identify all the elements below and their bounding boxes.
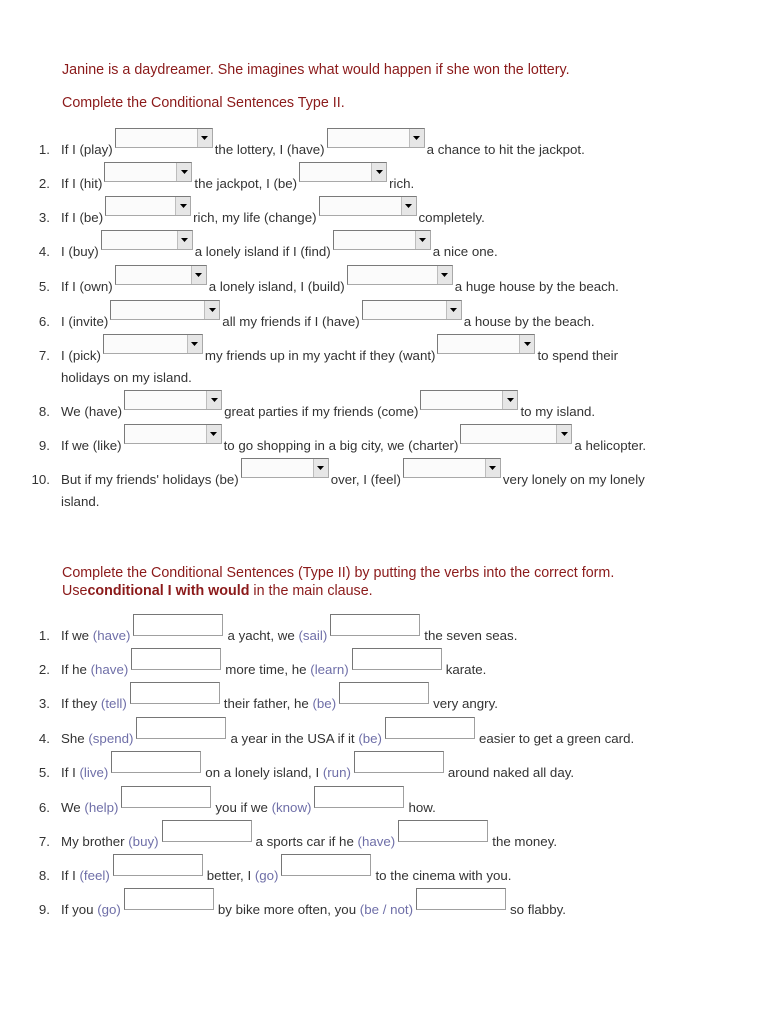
item-number: 4. — [38, 731, 50, 746]
answer-dropdown-2[interactable] — [460, 424, 572, 444]
chevron-down-icon[interactable] — [502, 391, 517, 409]
sentence-text: If we (like) — [61, 438, 122, 453]
verb-hint: (buy) — [128, 834, 159, 849]
item-number: 2. — [38, 662, 50, 677]
sentence-text: rich. — [389, 176, 415, 191]
verb-hint: (feel) — [79, 868, 110, 883]
sentence-text: a lonely island if I (find) — [194, 244, 331, 259]
sentence-text: rich, my life (change) — [193, 210, 317, 225]
verb-hint: (tell) — [100, 696, 127, 711]
sentence-line — [61, 196, 485, 230]
instruction-rest: in the main clause. — [249, 583, 373, 599]
verb-hint: (have) — [90, 662, 129, 677]
sentence-text: my friends up in my yacht if they (want) — [204, 348, 436, 363]
sentence-text: But if my friends' holidays (be) — [61, 472, 239, 487]
answer-dropdown-2[interactable] — [333, 230, 431, 250]
verb-hint: (help) — [84, 800, 119, 815]
chevron-down-icon[interactable] — [187, 335, 202, 353]
sentence-text: a house by the beach. — [463, 314, 595, 329]
exercise1-item — [0, 196, 768, 230]
sentence-line — [61, 682, 498, 716]
sentence-text: around naked all day. — [447, 765, 575, 780]
chevron-down-icon[interactable] — [371, 163, 386, 181]
answer-dropdown-1[interactable] — [104, 162, 192, 182]
instruction-bold: conditional I with would — [87, 583, 250, 599]
item-number: 1. — [38, 628, 50, 643]
answer-input-2[interactable] — [416, 888, 506, 910]
sentence-line — [61, 614, 517, 648]
item-number: 6. — [38, 800, 50, 815]
instruction-use: Use — [62, 583, 88, 599]
answer-input-1[interactable] — [111, 751, 201, 773]
exercise2-item — [0, 717, 768, 751]
sentence-continuation: holidays on my island. — [61, 370, 192, 385]
verb-hint: (have) — [92, 628, 131, 643]
sentence-text: We — [61, 800, 85, 815]
item-number: 5. — [38, 765, 50, 780]
sentence-text: a lonely island, I (build) — [208, 279, 345, 294]
sentence-text: on a lonely island, I — [205, 765, 323, 780]
exercise1-item — [0, 230, 768, 264]
chevron-down-icon[interactable] — [175, 197, 190, 215]
exercise1-item — [0, 265, 768, 299]
answer-input-1[interactable] — [130, 682, 220, 704]
exercise1-item — [0, 390, 768, 424]
answer-input-2[interactable] — [281, 854, 371, 876]
item-number: 3. — [38, 210, 50, 225]
chevron-down-icon[interactable] — [204, 301, 219, 319]
answer-dropdown-2[interactable] — [347, 265, 453, 285]
sentence-text: a huge house by the beach. — [454, 279, 619, 294]
sentence-text: a sports car if he — [255, 834, 358, 849]
chevron-down-icon[interactable] — [415, 231, 430, 249]
item-number: 7. — [38, 834, 50, 849]
sentence-text: great parties if my friends (come) — [224, 404, 419, 419]
item-number: 5. — [38, 279, 50, 294]
exercise1-item — [0, 128, 768, 162]
answer-input-1[interactable] — [133, 614, 223, 636]
sentence-text: to spend their — [537, 348, 619, 363]
verb-hint: (know) — [271, 800, 312, 815]
answer-dropdown-2[interactable] — [403, 458, 501, 478]
verb-hint: (live) — [79, 765, 109, 780]
item-number: 1. — [38, 142, 50, 157]
chevron-down-icon[interactable] — [409, 129, 424, 147]
sentence-text: very angry. — [433, 696, 498, 711]
sentence-line — [61, 162, 414, 196]
exercise1-item — [0, 458, 768, 492]
exercise1-item — [0, 300, 768, 334]
answer-dropdown-2[interactable] — [327, 128, 425, 148]
sentence-line — [61, 854, 511, 888]
exercise2-item — [0, 648, 768, 682]
sentence-text: If I (hit) — [61, 176, 103, 191]
sentence-continuation: island. — [61, 494, 100, 509]
verb-hint: (be) — [312, 696, 337, 711]
exercise1-item — [0, 424, 768, 458]
sentence-text: by bike more often, you — [217, 902, 360, 917]
chevron-down-icon[interactable] — [206, 425, 221, 443]
sentence-line — [61, 820, 557, 854]
sentence-text: a nice one. — [432, 244, 498, 259]
item-number: 7. — [38, 348, 50, 363]
chevron-down-icon[interactable] — [446, 301, 461, 319]
chevron-down-icon[interactable] — [197, 129, 212, 147]
intro-text: Janine is a daydreamer. She imagines what would happen if she won the lottery. — [62, 62, 570, 78]
answer-dropdown-1[interactable] — [103, 334, 203, 354]
exercise2-item — [0, 682, 768, 716]
sentence-line — [61, 717, 634, 751]
verb-hint: (be) — [358, 731, 382, 746]
sentence-line — [61, 334, 618, 368]
answer-input-2[interactable] — [330, 614, 420, 636]
verb-hint: (have) — [357, 834, 396, 849]
sentence-text: If I — [61, 765, 80, 780]
answer-input-1[interactable] — [124, 888, 214, 910]
exercise1-item — [0, 162, 768, 196]
exercise2-item — [0, 820, 768, 854]
answer-input-2[interactable] — [352, 648, 442, 670]
chevron-down-icon[interactable] — [191, 266, 206, 284]
sentence-text: the lottery, I (have) — [214, 142, 325, 157]
exercise2-item — [0, 751, 768, 785]
sentence-text: I (invite) — [61, 314, 109, 329]
item-number: 9. — [38, 902, 50, 917]
section2-instruction — [62, 564, 614, 600]
item-number: 9. — [38, 438, 50, 453]
sentence-text: If I (own) — [61, 279, 113, 294]
sentence-line — [61, 888, 566, 922]
section2-instruction-line2 — [62, 582, 614, 600]
section2-instruction-line1: Complete the Conditional Sentences (Type II) by putting the verbs into the correct form. — [62, 565, 615, 581]
answer-dropdown-1[interactable] — [124, 424, 222, 444]
sentence-text: If I — [61, 868, 80, 883]
section1-instruction: Complete the Conditional Sentences Type II. — [62, 95, 345, 111]
sentence-text: karate. — [445, 662, 487, 677]
sentence-line — [61, 230, 498, 264]
answer-dropdown-2[interactable] — [319, 196, 417, 216]
chevron-down-icon[interactable] — [206, 391, 221, 409]
item-number: 6. — [38, 314, 50, 329]
chevron-down-icon[interactable] — [177, 231, 192, 249]
exercise2-item — [0, 786, 768, 820]
sentence-text: If we — [61, 628, 93, 643]
sentence-line — [61, 786, 436, 820]
sentence-line — [61, 300, 595, 334]
chevron-down-icon[interactable] — [176, 163, 191, 181]
sentence-text: to go shopping in a big city, we (charter) — [223, 438, 459, 453]
sentence-text: If I (be) — [61, 210, 104, 225]
sentence-line — [61, 458, 645, 492]
exercise2-item — [0, 888, 768, 922]
sentence-text: completely. — [418, 210, 485, 225]
sentence-text: their father, he — [223, 696, 313, 711]
sentence-text: more time, he — [225, 662, 311, 677]
chevron-down-icon[interactable] — [313, 459, 328, 477]
sentence-line — [61, 648, 486, 682]
sentence-text: a helicopter. — [574, 438, 647, 453]
answer-dropdown-1[interactable] — [115, 265, 207, 285]
answer-dropdown-1[interactable] — [115, 128, 213, 148]
sentence-text: I (pick) — [61, 348, 101, 363]
item-number: 3. — [38, 696, 50, 711]
chevron-down-icon[interactable] — [485, 459, 500, 477]
sentence-text: a yacht, we — [227, 628, 299, 643]
answer-input-2[interactable] — [398, 820, 488, 842]
sentence-text: a chance to hit the jackpot. — [426, 142, 585, 157]
verb-hint: (be / not) — [359, 902, 414, 917]
chevron-down-icon[interactable] — [437, 266, 452, 284]
answer-dropdown-1[interactable] — [241, 458, 329, 478]
sentence-text: If they — [61, 696, 101, 711]
sentence-text: If I (play) — [61, 142, 113, 157]
verb-hint: (go) — [97, 902, 121, 917]
sentence-text: all my friends if I (have) — [222, 314, 360, 329]
sentence-text: We (have) — [61, 404, 123, 419]
verb-hint: (sail) — [298, 628, 328, 643]
answer-input-1[interactable] — [136, 717, 226, 739]
verb-hint: (spend) — [88, 731, 134, 746]
sentence-text: I (buy) — [61, 244, 99, 259]
answer-dropdown-1[interactable] — [101, 230, 193, 250]
answer-input-2[interactable] — [354, 751, 444, 773]
sentence-line — [61, 751, 574, 785]
answer-dropdown-1[interactable] — [124, 390, 222, 410]
sentence-text: very lonely on my lonely — [502, 472, 645, 487]
sentence-text: the money. — [492, 834, 558, 849]
sentence-text: She — [61, 731, 89, 746]
sentence-text: easier to get a green card. — [478, 731, 635, 746]
exercise2-item — [0, 854, 768, 888]
sentence-text: better, I — [206, 868, 255, 883]
sentence-line — [61, 128, 585, 162]
answer-input-2[interactable] — [385, 717, 475, 739]
answer-dropdown-1[interactable] — [105, 196, 191, 216]
item-number: 10. — [31, 472, 50, 487]
sentence-text: to my island. — [520, 404, 596, 419]
chevron-down-icon[interactable] — [401, 197, 416, 215]
sentence-text: you if we — [215, 800, 272, 815]
answer-dropdown-1[interactable] — [110, 300, 220, 320]
chevron-down-icon[interactable] — [519, 335, 534, 353]
item-number: 8. — [38, 404, 50, 419]
exercise1-item — [0, 334, 768, 368]
sentence-text: to the cinema with you. — [375, 868, 512, 883]
exercise2-item — [0, 614, 768, 648]
item-number: 8. — [38, 868, 50, 883]
answer-input-1[interactable] — [121, 786, 211, 808]
sentence-text: so flabby. — [510, 902, 566, 917]
sentence-text: If he — [61, 662, 91, 677]
answer-input-1[interactable] — [162, 820, 252, 842]
item-number: 2. — [38, 176, 50, 191]
verb-hint: (run) — [322, 765, 351, 780]
answer-input-1[interactable] — [113, 854, 203, 876]
verb-hint: (learn) — [310, 662, 349, 677]
verb-hint: (go) — [254, 868, 279, 883]
sentence-line — [61, 390, 595, 424]
answer-dropdown-2[interactable] — [362, 300, 462, 320]
sentence-line — [61, 265, 619, 299]
sentence-text: a year in the USA if it — [230, 731, 359, 746]
sentence-text: how. — [408, 800, 436, 815]
sentence-text: the jackpot, I (be) — [194, 176, 298, 191]
answer-input-1[interactable] — [131, 648, 221, 670]
answer-dropdown-2[interactable] — [420, 390, 518, 410]
answer-input-2[interactable] — [314, 786, 404, 808]
item-number: 4. — [38, 244, 50, 259]
sentence-text: over, I (feel) — [330, 472, 401, 487]
sentence-text: If you — [61, 902, 98, 917]
sentence-text: the seven seas. — [424, 628, 518, 643]
answer-dropdown-2[interactable] — [299, 162, 387, 182]
sentence-line — [61, 424, 646, 458]
answer-input-2[interactable] — [339, 682, 429, 704]
answer-dropdown-2[interactable] — [437, 334, 535, 354]
sentence-text: My brother — [61, 834, 129, 849]
chevron-down-icon[interactable] — [556, 425, 571, 443]
